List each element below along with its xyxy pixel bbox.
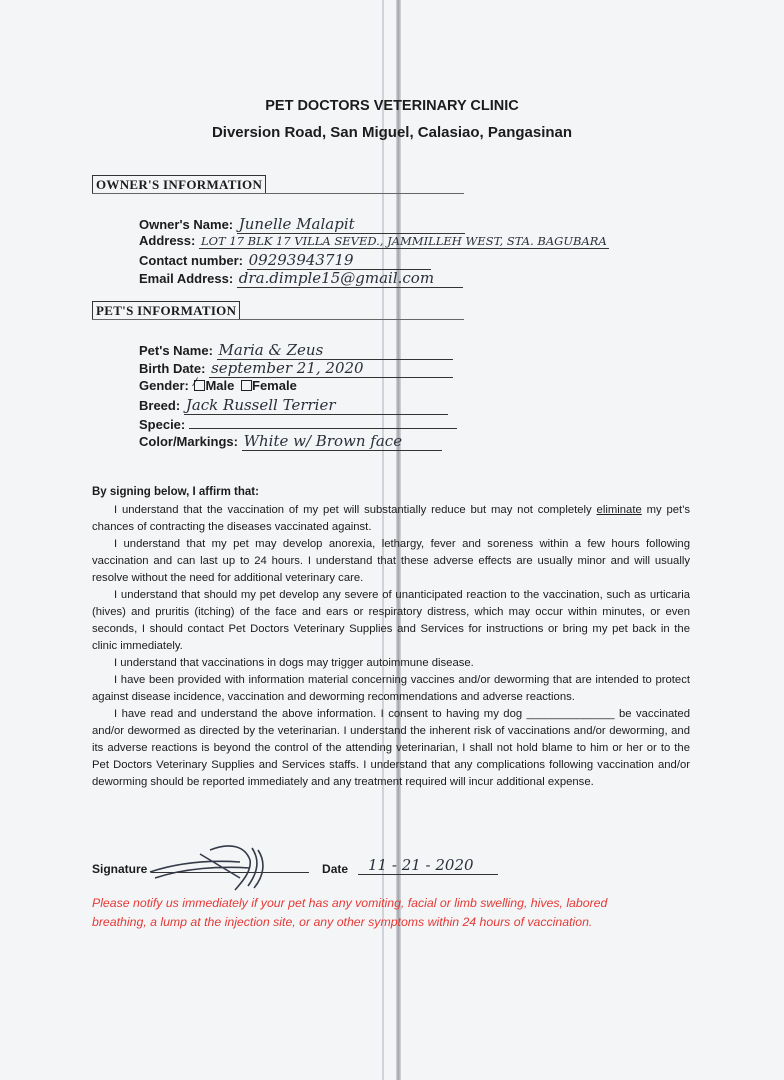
consent-p1-underline: eliminate [596,504,642,516]
consent-paragraphs [92,502,690,791]
pet-birth-value: september 21, 2020 [209,359,453,378]
pet-specie-label: Specie: [139,417,186,432]
pet-gender-label: Gender: [139,378,189,393]
clinic-name: PET DOCTORS VETERINARY CLINIC [265,98,519,114]
gender-male-label: Male [205,378,235,393]
notice-text: Please notify us immediately if your pet has any vomiting, facial or limb swelling, hives, labored breathing, a lump at the injection site, or any other symptoms within 24 hours of vaccination. [92,896,608,929]
pet-birth-row [139,359,453,378]
checkbox-male-checked[interactable] [194,375,205,391]
pet-breed-row [139,396,448,415]
consent-p1-a: I understand that the vaccination of my pet will substantially reduce but may not completely [114,504,597,516]
pet-name-row [139,341,453,360]
owner-section-rule [92,193,464,194]
owner-address-label: Address: [139,233,196,248]
owner-name-row [139,215,465,234]
owner-name-value: Junelle Malapit [237,215,465,234]
handwritten-signature [140,832,290,894]
clinic-address: Diversion Road, San Miguel, Calasiao, Pangasinan [211,124,573,141]
owner-name-label: Owner's Name: [139,217,234,232]
pet-section-title: PET'S INFORMATION [92,301,240,320]
consent-p1 [92,502,690,536]
pet-breed-label: Breed: [139,398,181,413]
consent-p3: I understand that should my pet develop any severe of unanticipated reaction to the vaccination, such as urticaria (hives) and pruritis (itching) of the face and ears or respiratory distress, which may occur within minutes, or even seconds, I should contact Pet Doctors Veterinary Supplies and Services for instructions or bring my pet back in the clinic immediately. [92,589,690,652]
owner-contact-row [139,251,431,270]
owner-address-value: LOT 17 BLK 17 VILLA SEVED., JAMMILLEH WEST, STA. BAGUBARA [200,234,607,248]
pet-color-value: White w/ Brown face [242,432,442,451]
signature-label: Signature [92,862,148,876]
consent-p4: I understand that vaccinations in dogs may trigger autoimmune disease. [114,657,474,669]
consent-p6: I have read and understand the above information. I consent to having my dog ______________ be vaccinated and/or dewormed as directed by the veterinarian. I understand the inherent risk of vaccinations and/or deworming, and its adverse reactions is beyond the control of the attending veterinarian, I shall not hold blame to him or her or to the Pet Doctors Veterinary Supplies and Services staffs. I understand that any complications following vaccination and/or deworming should be reported immediately and any treatment required will incur additional expense. [92,708,690,788]
pet-breed-value: Jack Russell Terrier [184,396,448,415]
pet-birth-label: Birth Date: [139,361,206,376]
gender-female-label: Female [252,378,297,393]
pet-gender-row [139,375,297,393]
owner-address-row [139,233,609,249]
consent-p5: I have been provided with information material concerning vaccines and/or deworming that are intended to protect against disease incidence, vaccination and deworming recommendations and adverse reactions. [92,674,690,703]
consent-p1-b: my pet's chances of contracting the diseases vaccinated against. [92,504,690,533]
checkbox-female[interactable] [241,380,252,391]
pet-color-label: Color/Markings: [139,434,238,449]
check-mark-icon: ⁄ [194,375,197,389]
date-value: 11 - 21 - 2020 [358,856,498,875]
date-label: Date [322,862,349,876]
owner-contact-value: 09293943719 [247,251,431,270]
owner-contact-label: Contact number: [139,253,243,268]
owner-email-label: Email Address: [139,271,234,286]
pet-color-row [139,432,442,451]
pet-specie-value [189,414,457,429]
pet-section-rule [92,319,464,320]
owner-email-value: dra.dimple15@gmail.com [237,269,463,288]
consent-p2: I understand that my pet may develop anorexia, lethargy, fever and soreness within a few hours following vaccination and can last up to 24 hours. I understand that these adverse effects are usually minor and will usually resolve without the need for additional veterinary care. [92,538,690,584]
pet-name-value: Maria & Zeus [217,341,453,360]
pet-specie-row [139,414,457,432]
owner-section-title: OWNER'S INFORMATION [92,175,266,194]
owner-email-row [139,269,463,288]
affirm-heading: By signing below, I affirm that: [92,486,259,498]
pet-name-label: Pet's Name: [139,343,213,358]
